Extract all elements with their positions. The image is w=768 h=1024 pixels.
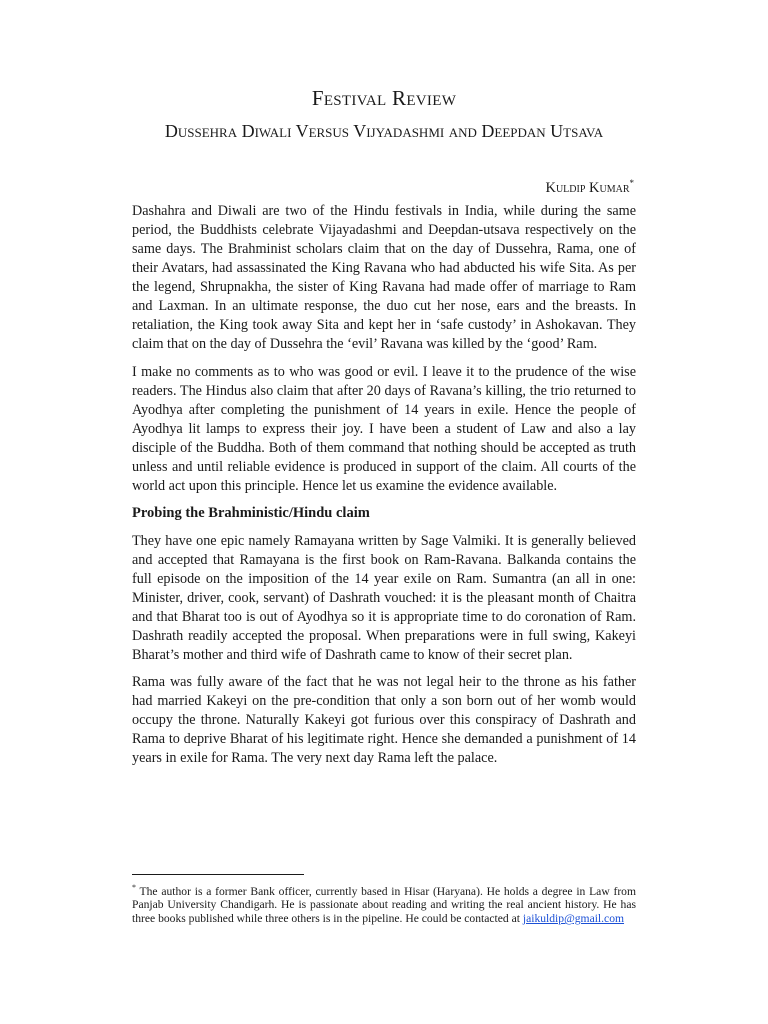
body-paragraph: They have one epic namely Ramayana written by Sage Valmiki. It is generally believed and accepted that Ramayana is the first book on Ram-Ravana. Balkanda contains the full episode on the imposition of the 14 year exile on Ram. Sumantra (an all in one: Minister, driver, cook, servant) of Dashrath vouched: it is the pleasant month of Chaitra and that Bharat too is out of Ayodhya so it is appropriate time to do coronation of Ram. Dashrath readily accepted the proposal. When preparations were in full swing, Kakeyi Bharat’s mother and third wife of Dashrath came to know of their secret plan.	[132, 532, 636, 663]
article-subtitle: Dussehra Diwali Versus Vijyadashmi and Deepdan Utsava	[164, 121, 604, 141]
page-title: Festival Review	[311, 86, 457, 110]
author-email-link[interactable]: jaikuldip@gmail.com	[522, 912, 625, 926]
footnote-text: The author is a former Bank officer, currently based in Hisar (Haryana). He holds a degree in Law from Panjab University Chandigarh. He is passionate about reading and writing the real ancient history. He has three books published while three others is in the pipeline. He could be contacted at	[132, 884, 636, 926]
footnote-divider	[132, 874, 304, 875]
footnote-mark: *	[132, 883, 136, 892]
body-paragraph: Dashahra and Diwali are two of the Hindu festivals in India, while during the same period, the Buddhists celebrate Vijayadashmi and Deepdan-utsava respectively on the same days. The Brahminist scholars claim that on the day of Dussehra, Rama, one of their Avatars, had assassinated the King Ravana who had abducted his wife Sita. As per the legend, Shrupnakha, the sister of King Ravana had made offer of marriage to Ram and Laxman. In an ultimate response, the duo cut her nose, ears and the breasts. In retaliation, the King took away Sita and kept her in ‘safe custody’ in Ashokavan. They claim that on the day of Dussehra the ‘evil’ Ravana was killed by the ‘good’ Ram.	[132, 203, 636, 352]
author-name: Kuldip Kumar	[545, 179, 630, 196]
article-body	[132, 202, 636, 777]
section-heading: Probing the Brahministic/Hindu claim	[132, 505, 370, 521]
author-footnote-mark: *	[629, 178, 634, 188]
body-paragraph: Rama was fully aware of the fact that he was not legal heir to the throne as his father had married Kakeyi on the pre-condition that only a son born out of her womb would occupy the throne. Naturally Kakeyi got furious over this conspiracy of Dashrath and Rama to deprive Bharat of his legitimate right. Hence she demanded a punishment of 14 years in exile for Rama. The very next day Rama left the palace.	[132, 674, 636, 766]
body-paragraph: I make no comments as to who was good or evil. I leave it to the prudence of the wise readers. The Hindus also claim that after 20 days of Ravana’s killing, the trio returned to Ayodhya after completing the punishment of 14 years in exile. Hence the people of Ayodhya lit lamps to express their joy. I have been a student of Law and also a lay disciple of the Buddha. Both of them command that nothing should be accepted as truth unless and until reliable evidence is produced in support of the claim. All courts of the world act upon this principle. Hence let us examine the evidence available.	[132, 363, 636, 494]
footnote	[132, 881, 636, 926]
author-line	[545, 178, 634, 197]
